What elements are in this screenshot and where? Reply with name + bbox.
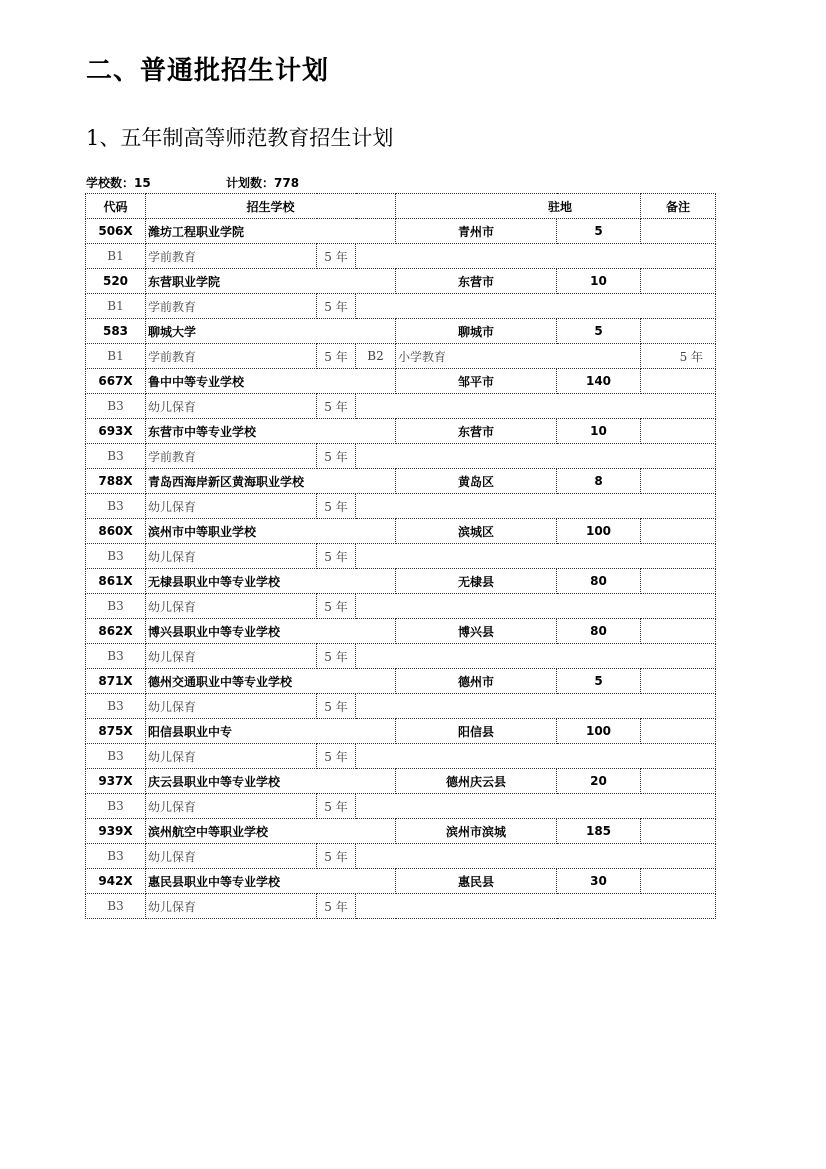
major-name: 幼儿保育 bbox=[146, 844, 317, 869]
school-code: 520 bbox=[86, 269, 146, 294]
school-row bbox=[86, 469, 716, 494]
school-name: 聊城大学 bbox=[146, 319, 396, 344]
school-code: 862X bbox=[86, 619, 146, 644]
school-code: 693X bbox=[86, 419, 146, 444]
header-location: 驻地 bbox=[396, 194, 641, 219]
major-code: B3 bbox=[86, 844, 146, 869]
school-code: 942X bbox=[86, 869, 146, 894]
major-years: 5 年 bbox=[641, 344, 716, 369]
school-location: 无棣县 bbox=[396, 569, 557, 594]
major-filler bbox=[356, 444, 716, 469]
header-code: 代码 bbox=[86, 194, 146, 219]
school-note bbox=[641, 869, 716, 894]
school-location: 东营市 bbox=[396, 269, 557, 294]
major-code: B1 bbox=[86, 344, 146, 369]
header-school: 招生学校 bbox=[146, 194, 396, 219]
school-row bbox=[86, 669, 716, 694]
school-code: 667X bbox=[86, 369, 146, 394]
major-filler bbox=[356, 844, 716, 869]
school-row bbox=[86, 419, 716, 444]
school-location: 东营市 bbox=[396, 419, 557, 444]
school-row bbox=[86, 719, 716, 744]
major-years: 5 年 bbox=[317, 644, 356, 669]
major-row bbox=[86, 294, 716, 319]
enrollment-plan-table bbox=[85, 193, 716, 919]
school-plan: 185 bbox=[557, 819, 641, 844]
school-name: 无棣县职业中等专业学校 bbox=[146, 569, 396, 594]
major-name: 学前教育 bbox=[146, 294, 317, 319]
school-plan: 100 bbox=[557, 719, 641, 744]
major-years: 5 年 bbox=[317, 544, 356, 569]
plan-count: 计划数：778 bbox=[226, 176, 300, 190]
major-years: 5 年 bbox=[317, 894, 356, 919]
school-name: 青岛西海岸新区黄海职业学校 bbox=[146, 469, 396, 494]
major-row bbox=[86, 494, 716, 519]
major-row bbox=[86, 694, 716, 719]
major-name: 幼儿保育 bbox=[146, 394, 317, 419]
major-filler bbox=[356, 494, 716, 519]
school-row bbox=[86, 869, 716, 894]
school-name: 鲁中中等专业学校 bbox=[146, 369, 396, 394]
school-note bbox=[641, 619, 716, 644]
school-name: 滨州航空中等职业学校 bbox=[146, 819, 396, 844]
major-row bbox=[86, 594, 716, 619]
school-location: 黄岛区 bbox=[396, 469, 557, 494]
major-name: 幼儿保育 bbox=[146, 644, 317, 669]
major-code: B1 bbox=[86, 294, 146, 319]
school-note bbox=[641, 469, 716, 494]
school-code: 875X bbox=[86, 719, 146, 744]
school-plan: 5 bbox=[557, 219, 641, 244]
major-name: 学前教育 bbox=[146, 344, 317, 369]
school-note bbox=[641, 369, 716, 394]
school-code: 861X bbox=[86, 569, 146, 594]
major-name: 小学教育 bbox=[396, 344, 641, 369]
school-name: 庆云县职业中等专业学校 bbox=[146, 769, 396, 794]
school-plan: 140 bbox=[557, 369, 641, 394]
school-count: 学校数：15 bbox=[86, 176, 151, 190]
school-name: 阳信县职业中专 bbox=[146, 719, 396, 744]
major-filler bbox=[356, 794, 716, 819]
school-note bbox=[641, 269, 716, 294]
major-years: 5 年 bbox=[317, 344, 356, 369]
major-years: 5 年 bbox=[317, 844, 356, 869]
school-plan: 10 bbox=[557, 269, 641, 294]
major-code: B2 bbox=[356, 344, 396, 369]
school-row bbox=[86, 519, 716, 544]
major-row bbox=[86, 344, 716, 369]
major-code: B3 bbox=[86, 594, 146, 619]
major-row bbox=[86, 744, 716, 769]
major-name: 学前教育 bbox=[146, 244, 317, 269]
major-years: 5 年 bbox=[317, 744, 356, 769]
school-location: 滨城区 bbox=[396, 519, 557, 544]
major-filler bbox=[356, 644, 716, 669]
table-header-row bbox=[86, 194, 716, 219]
major-years: 5 年 bbox=[317, 594, 356, 619]
major-code: B3 bbox=[86, 694, 146, 719]
major-name: 幼儿保育 bbox=[146, 794, 317, 819]
school-note bbox=[641, 319, 716, 344]
major-code: B3 bbox=[86, 394, 146, 419]
school-name: 博兴县职业中等专业学校 bbox=[146, 619, 396, 644]
school-location: 滨州市滨城 bbox=[396, 819, 557, 844]
school-row bbox=[86, 569, 716, 594]
major-row bbox=[86, 644, 716, 669]
major-code: B3 bbox=[86, 444, 146, 469]
school-location: 青州市 bbox=[396, 219, 557, 244]
school-plan: 10 bbox=[557, 419, 641, 444]
major-name: 幼儿保育 bbox=[146, 744, 317, 769]
school-name: 潍坊工程职业学院 bbox=[146, 219, 396, 244]
major-name: 幼儿保育 bbox=[146, 894, 317, 919]
major-name: 幼儿保育 bbox=[146, 694, 317, 719]
section-title: 二、普通批招生计划 bbox=[86, 56, 330, 86]
major-code: B3 bbox=[86, 794, 146, 819]
major-filler bbox=[356, 544, 716, 569]
major-code: B3 bbox=[86, 894, 146, 919]
major-row bbox=[86, 394, 716, 419]
school-location: 惠民县 bbox=[396, 869, 557, 894]
school-note bbox=[641, 219, 716, 244]
major-name: 幼儿保育 bbox=[146, 594, 317, 619]
school-code: 506X bbox=[86, 219, 146, 244]
school-location: 博兴县 bbox=[396, 619, 557, 644]
school-code: 583 bbox=[86, 319, 146, 344]
major-years: 5 年 bbox=[317, 244, 356, 269]
school-note bbox=[641, 669, 716, 694]
school-row bbox=[86, 219, 716, 244]
school-location: 德州市 bbox=[396, 669, 557, 694]
major-code: B3 bbox=[86, 544, 146, 569]
school-name: 东营市中等专业学校 bbox=[146, 419, 396, 444]
school-row bbox=[86, 769, 716, 794]
school-name: 东营职业学院 bbox=[146, 269, 396, 294]
school-plan: 20 bbox=[557, 769, 641, 794]
school-note bbox=[641, 569, 716, 594]
school-name: 惠民县职业中等专业学校 bbox=[146, 869, 396, 894]
school-plan: 30 bbox=[557, 869, 641, 894]
major-filler bbox=[356, 244, 716, 269]
major-filler bbox=[356, 694, 716, 719]
major-row bbox=[86, 894, 716, 919]
major-code: B3 bbox=[86, 644, 146, 669]
school-location: 邹平市 bbox=[396, 369, 557, 394]
school-note bbox=[641, 719, 716, 744]
school-plan: 5 bbox=[557, 669, 641, 694]
school-location: 阳信县 bbox=[396, 719, 557, 744]
school-plan: 80 bbox=[557, 619, 641, 644]
major-row bbox=[86, 794, 716, 819]
major-filler bbox=[356, 594, 716, 619]
school-plan: 5 bbox=[557, 319, 641, 344]
major-filler bbox=[356, 294, 716, 319]
major-row bbox=[86, 844, 716, 869]
major-filler bbox=[356, 744, 716, 769]
school-note bbox=[641, 819, 716, 844]
major-years: 5 年 bbox=[317, 394, 356, 419]
school-note bbox=[641, 769, 716, 794]
major-name: 幼儿保育 bbox=[146, 544, 317, 569]
school-plan: 8 bbox=[557, 469, 641, 494]
major-name: 幼儿保育 bbox=[146, 494, 317, 519]
school-code: 788X bbox=[86, 469, 146, 494]
major-years: 5 年 bbox=[317, 494, 356, 519]
school-location: 德州庆云县 bbox=[396, 769, 557, 794]
major-row bbox=[86, 544, 716, 569]
school-row bbox=[86, 819, 716, 844]
school-code: 939X bbox=[86, 819, 146, 844]
major-code: B3 bbox=[86, 744, 146, 769]
major-years: 5 年 bbox=[317, 444, 356, 469]
major-years: 5 年 bbox=[317, 694, 356, 719]
school-location: 聊城市 bbox=[396, 319, 557, 344]
school-code: 871X bbox=[86, 669, 146, 694]
major-years: 5 年 bbox=[317, 794, 356, 819]
school-row bbox=[86, 619, 716, 644]
school-code: 860X bbox=[86, 519, 146, 544]
major-years: 5 年 bbox=[317, 294, 356, 319]
school-plan: 80 bbox=[557, 569, 641, 594]
school-row bbox=[86, 369, 716, 394]
major-row bbox=[86, 244, 716, 269]
major-filler bbox=[356, 894, 716, 919]
school-row bbox=[86, 269, 716, 294]
school-row bbox=[86, 319, 716, 344]
subsection-title: 1、五年制高等师范教育招生计划 bbox=[86, 126, 394, 150]
school-plan: 100 bbox=[557, 519, 641, 544]
header-note: 备注 bbox=[641, 194, 716, 219]
school-note bbox=[641, 419, 716, 444]
school-code: 937X bbox=[86, 769, 146, 794]
major-name: 学前教育 bbox=[146, 444, 317, 469]
major-filler bbox=[356, 394, 716, 419]
major-code: B1 bbox=[86, 244, 146, 269]
school-name: 滨州市中等职业学校 bbox=[146, 519, 396, 544]
major-row bbox=[86, 444, 716, 469]
school-name: 德州交通职业中等专业学校 bbox=[146, 669, 396, 694]
school-note bbox=[641, 519, 716, 544]
major-code: B3 bbox=[86, 494, 146, 519]
